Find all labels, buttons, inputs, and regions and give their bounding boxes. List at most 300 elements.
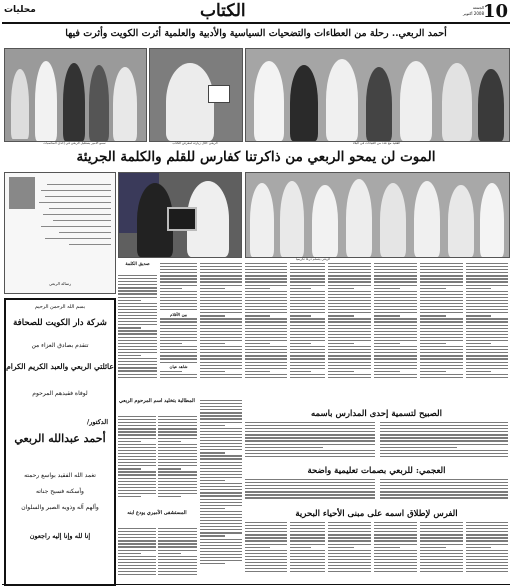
- text-line: [245, 377, 287, 378]
- text-line: [118, 568, 156, 569]
- text-line: [328, 352, 371, 353]
- text-line: [374, 300, 417, 301]
- text-line: [245, 303, 287, 304]
- text-line: [200, 542, 242, 543]
- text-line: [158, 565, 197, 566]
- text-line: [245, 309, 287, 310]
- text-line: [374, 309, 417, 310]
- text-line: [118, 571, 156, 572]
- text-line: [118, 546, 156, 547]
- text-line: [466, 337, 508, 338]
- text-line: [466, 285, 508, 286]
- text-line: [466, 312, 508, 313]
- text-line: [380, 431, 508, 432]
- text-line: [160, 325, 197, 326]
- text-line: [200, 309, 242, 310]
- text-line: [380, 482, 508, 483]
- text-line: [466, 550, 508, 551]
- text-line: [200, 263, 242, 264]
- text-line: [158, 568, 197, 569]
- text-line: [420, 544, 463, 545]
- text-line: [420, 291, 463, 292]
- text-line: [245, 456, 375, 457]
- text-line: [200, 415, 242, 416]
- text-line: [290, 522, 325, 523]
- text-line: [158, 559, 197, 560]
- text-line: [118, 465, 156, 466]
- text-line: [158, 571, 197, 572]
- article-column-4: [328, 263, 371, 393]
- text-line: [118, 484, 156, 485]
- text-line: [118, 553, 141, 554]
- text-line: [290, 377, 325, 378]
- text-line: [420, 553, 463, 554]
- text-line: [328, 571, 371, 572]
- text-line: [200, 449, 242, 450]
- text-line: [158, 531, 197, 532]
- text-line: [328, 358, 371, 359]
- text-line: [374, 371, 400, 372]
- text-line: [466, 377, 508, 378]
- text-line: [466, 371, 491, 372]
- text-line: [466, 358, 508, 359]
- text-line: [158, 468, 181, 469]
- text-line: [200, 269, 242, 270]
- text-line: [118, 450, 156, 451]
- text-line: [466, 365, 508, 366]
- text-line: [374, 318, 417, 319]
- text-line: [200, 551, 242, 552]
- text-line: [328, 325, 371, 326]
- text-line: [118, 453, 156, 454]
- text-line: [374, 269, 417, 270]
- text-line: [420, 374, 463, 375]
- text-line: [245, 431, 375, 432]
- text-line: [380, 437, 508, 438]
- text-line: [160, 306, 197, 307]
- text-line: [245, 425, 375, 426]
- text-line: [466, 318, 508, 319]
- text-line: [420, 318, 463, 319]
- text-line: [245, 559, 287, 560]
- text-line: [420, 368, 463, 369]
- text-line: [118, 278, 157, 279]
- text-line: [290, 303, 325, 304]
- text-line: [290, 550, 325, 551]
- text-line: [374, 312, 417, 313]
- caption-award: الربعي يتسلم درعا تكريميا: [295, 257, 331, 261]
- text-line: [420, 371, 446, 372]
- condolence-title: الدكتور/: [86, 418, 108, 426]
- text-line: [245, 482, 375, 483]
- section-name: محليات: [4, 5, 36, 15]
- text-line: [118, 447, 156, 448]
- article-column-6: [245, 263, 287, 393]
- text-line: [118, 337, 157, 338]
- text-line: [374, 553, 417, 554]
- text-line: [160, 275, 197, 276]
- text-line: [200, 548, 242, 549]
- text-line: [290, 349, 325, 350]
- text-line: [420, 281, 463, 282]
- text-line: [466, 315, 491, 316]
- text-line: [245, 281, 287, 282]
- text-line: [245, 291, 287, 292]
- text-line: [374, 531, 417, 532]
- text-line: [328, 349, 371, 350]
- text-line: [466, 571, 508, 572]
- text-line: [118, 574, 156, 575]
- text-line: [118, 374, 157, 375]
- text-line: [200, 325, 242, 326]
- article-column-13: [118, 528, 156, 580]
- text-line: [466, 528, 508, 529]
- text-line: [466, 531, 508, 532]
- text-line: [160, 288, 182, 289]
- text-line: [245, 550, 287, 551]
- text-line: [328, 309, 371, 310]
- text-line: [245, 318, 287, 319]
- text-line: [160, 278, 197, 279]
- text-line: [374, 362, 417, 363]
- text-line: [245, 312, 287, 313]
- text-line: [290, 269, 325, 270]
- text-line: [158, 425, 197, 426]
- text-line: [200, 377, 242, 378]
- text-line: [245, 362, 287, 363]
- text-line: [374, 349, 417, 350]
- text-line: [245, 488, 375, 489]
- text-line: [420, 537, 463, 538]
- text-line: [200, 355, 242, 356]
- text-line: [290, 328, 325, 329]
- text-line: [158, 459, 197, 460]
- text-line: [374, 358, 417, 359]
- text-line: [374, 559, 417, 560]
- text-line: [118, 550, 156, 551]
- text-line: [328, 315, 354, 316]
- text-line: [290, 334, 325, 335]
- article-column-17: [380, 479, 508, 503]
- text-line: [420, 528, 463, 529]
- top-headline: أحمد الربعي.. رحلة من العطاءات والتضحيات السياسية والأدبية والعلمية أثرت الكويت وأثرت فيها: [65, 28, 447, 39]
- text-line: [466, 272, 508, 273]
- article-column-11: [118, 416, 156, 506]
- text-line: [420, 346, 463, 347]
- text-line: [245, 269, 287, 270]
- letter-handwriting: [39, 179, 111, 279]
- text-line: [118, 468, 141, 469]
- text-line: [160, 263, 197, 264]
- text-line: [380, 434, 508, 435]
- article-column-10: [158, 416, 197, 506]
- text-line: [245, 497, 375, 498]
- text-line: [200, 517, 242, 518]
- text-line: [160, 334, 197, 335]
- text-line: [245, 371, 270, 372]
- text-line: [420, 306, 463, 307]
- text-line: [420, 556, 463, 557]
- text-line: [118, 324, 157, 325]
- text-line: [328, 318, 371, 319]
- text-line: [160, 349, 197, 350]
- photo-award: [118, 172, 242, 258]
- text-line: [245, 571, 287, 572]
- text-line: [380, 422, 508, 423]
- caption-officials: الفقيد مع عدد من القيادات في البلاد: [352, 141, 401, 145]
- text-line: [290, 358, 325, 359]
- text-line: [118, 303, 157, 304]
- text-line: [200, 409, 242, 410]
- text-line: [466, 553, 508, 554]
- small-head-c: صديق الكلمة: [125, 262, 150, 267]
- condolence-company: شركة دار الكويت للصحافة: [13, 318, 107, 328]
- text-line: [290, 321, 325, 322]
- text-line: [420, 309, 463, 310]
- small-head-b: شاهد عيان: [160, 364, 197, 369]
- text-line: [290, 331, 325, 332]
- text-line: [466, 537, 508, 538]
- text-line: [290, 315, 311, 316]
- text-line: [245, 349, 287, 350]
- text-line: [200, 529, 242, 530]
- text-line: [118, 275, 157, 276]
- text-line: [380, 488, 508, 489]
- text-line: [158, 553, 181, 554]
- text-line: [118, 346, 157, 347]
- text-line: [200, 312, 242, 313]
- text-line: [245, 340, 287, 341]
- text-line: [160, 309, 197, 310]
- text-line: [118, 321, 157, 322]
- text-line: [158, 416, 197, 417]
- text-line: [420, 568, 463, 569]
- text-line: [374, 291, 417, 292]
- text-line: [200, 334, 242, 335]
- text-line: [374, 556, 417, 557]
- text-line: [374, 374, 417, 375]
- text-line: [200, 545, 242, 546]
- text-line: [374, 365, 417, 366]
- text-line: [200, 440, 242, 441]
- text-line: [466, 346, 508, 347]
- text-line: [420, 275, 463, 276]
- text-line: [160, 291, 197, 292]
- text-line: [118, 419, 156, 420]
- text-line: [328, 355, 371, 356]
- text-line: [420, 534, 463, 535]
- text-line: [160, 266, 197, 267]
- text-line: [374, 544, 417, 545]
- text-line: [328, 291, 371, 292]
- text-line: [290, 325, 325, 326]
- text-line: [245, 491, 375, 492]
- text-line: [328, 278, 371, 279]
- text-line: [466, 306, 508, 307]
- text-line: [200, 371, 225, 372]
- text-line: [328, 266, 371, 267]
- text-line: [380, 479, 508, 480]
- text-line: [200, 306, 242, 307]
- text-line: [158, 422, 197, 423]
- text-line: [374, 315, 400, 316]
- text-line: [245, 444, 375, 445]
- text-line: [118, 438, 156, 439]
- text-line: [290, 534, 325, 535]
- text-line: [200, 505, 242, 506]
- text-line: [328, 263, 371, 264]
- text-line: [118, 540, 156, 541]
- text-line: [200, 281, 242, 282]
- text-line: [466, 562, 508, 563]
- text-line: [374, 275, 417, 276]
- text-line: [118, 306, 157, 307]
- text-line: [200, 303, 242, 304]
- text-line: [200, 502, 242, 503]
- text-line: [466, 547, 491, 548]
- text-line: [118, 361, 157, 362]
- text-line: [380, 491, 508, 492]
- text-line: [200, 443, 242, 444]
- text-line: [245, 374, 287, 375]
- text-line: [374, 263, 417, 264]
- text-line: [245, 547, 270, 548]
- text-line: [466, 343, 491, 344]
- text-line: [328, 522, 371, 523]
- text-line: [290, 547, 311, 548]
- text-line: [118, 281, 157, 282]
- text-line: [200, 294, 242, 295]
- text-line: [245, 568, 287, 569]
- text-line: [200, 557, 242, 558]
- article-column-15: [245, 422, 375, 462]
- text-line: [374, 285, 417, 286]
- text-line: [200, 431, 242, 432]
- article-column-14: [380, 422, 508, 462]
- text-line: [328, 303, 371, 304]
- text-line: [466, 540, 508, 541]
- text-line: [118, 343, 157, 344]
- text-line: [118, 478, 156, 479]
- text-line: [420, 559, 463, 560]
- text-line: [160, 303, 197, 304]
- text-line: [160, 340, 197, 341]
- text-line: [290, 540, 325, 541]
- text-line: [245, 553, 287, 554]
- text-line: [118, 556, 156, 557]
- text-line: [245, 352, 287, 353]
- text-line: [158, 438, 197, 439]
- text-line: [118, 543, 156, 544]
- text-line: [328, 371, 354, 372]
- text-line: [158, 481, 197, 482]
- text-line: [245, 540, 287, 541]
- text-line: [200, 418, 242, 419]
- text-line: [200, 539, 242, 540]
- text-line: [420, 547, 446, 548]
- text-line: [160, 269, 197, 270]
- text-line: [245, 440, 375, 441]
- text-line: [118, 370, 157, 371]
- text-line: [466, 297, 508, 298]
- text-line: [374, 537, 417, 538]
- article-column-23: [290, 522, 325, 580]
- text-line: [420, 272, 463, 273]
- text-line: [245, 300, 287, 301]
- text-line: [200, 374, 242, 375]
- text-line: [290, 300, 325, 301]
- text-line: [380, 497, 508, 498]
- caption-family: سمو الأمير يستقبل الربعي في إحدى المناسبات: [43, 141, 106, 145]
- article-column-5: [290, 263, 325, 393]
- text-line: [328, 374, 371, 375]
- text-line: [160, 371, 182, 372]
- text-line: [118, 487, 156, 488]
- text-line: [374, 355, 417, 356]
- text-line: [328, 281, 371, 282]
- text-line: [374, 288, 400, 289]
- text-line: [328, 365, 371, 366]
- text-line: [160, 346, 197, 347]
- text-line: [374, 528, 417, 529]
- text-line: [420, 334, 463, 335]
- text-line: [160, 281, 197, 282]
- text-line: [118, 565, 156, 566]
- text-line: [374, 303, 417, 304]
- text-line: [380, 440, 508, 441]
- text-line: [380, 453, 508, 454]
- photo-officials: [245, 48, 510, 142]
- text-line: [200, 315, 225, 316]
- text-line: [200, 434, 242, 435]
- text-line: [290, 525, 325, 526]
- article-column-12: [158, 528, 197, 580]
- text-line: [420, 550, 463, 551]
- text-line: [118, 352, 157, 353]
- side-head-2: المستشفى الأميري يودع ابنه: [127, 510, 187, 516]
- text-line: [160, 328, 197, 329]
- text-line: [245, 522, 287, 523]
- text-line: [200, 483, 242, 484]
- text-line: [466, 568, 508, 569]
- photo-family-group: [4, 48, 147, 142]
- article-column-20: [420, 522, 463, 580]
- text-line: [200, 349, 242, 350]
- text-line: [158, 574, 197, 575]
- text-line: [374, 346, 417, 347]
- text-line: [466, 263, 508, 264]
- text-line: [118, 562, 156, 563]
- article-column-8: [160, 263, 197, 393]
- text-line: [200, 520, 242, 521]
- text-line: [200, 291, 242, 292]
- text-line: [160, 272, 197, 273]
- condolence-verse: إنا لله وإنا إليه راجعون: [29, 532, 91, 540]
- text-line: [328, 362, 371, 363]
- text-line: [245, 346, 287, 347]
- condolence-line1: تتقدم بصادق العزاء من: [31, 342, 89, 349]
- text-line: [200, 425, 225, 426]
- text-line: [420, 531, 463, 532]
- article-column-16: [200, 400, 242, 580]
- text-line: [290, 312, 325, 313]
- text-line: [118, 481, 156, 482]
- text-line: [374, 534, 417, 535]
- text-line: [118, 459, 156, 460]
- text-line: [328, 334, 371, 335]
- text-line: [328, 321, 371, 322]
- text-line: [328, 312, 371, 313]
